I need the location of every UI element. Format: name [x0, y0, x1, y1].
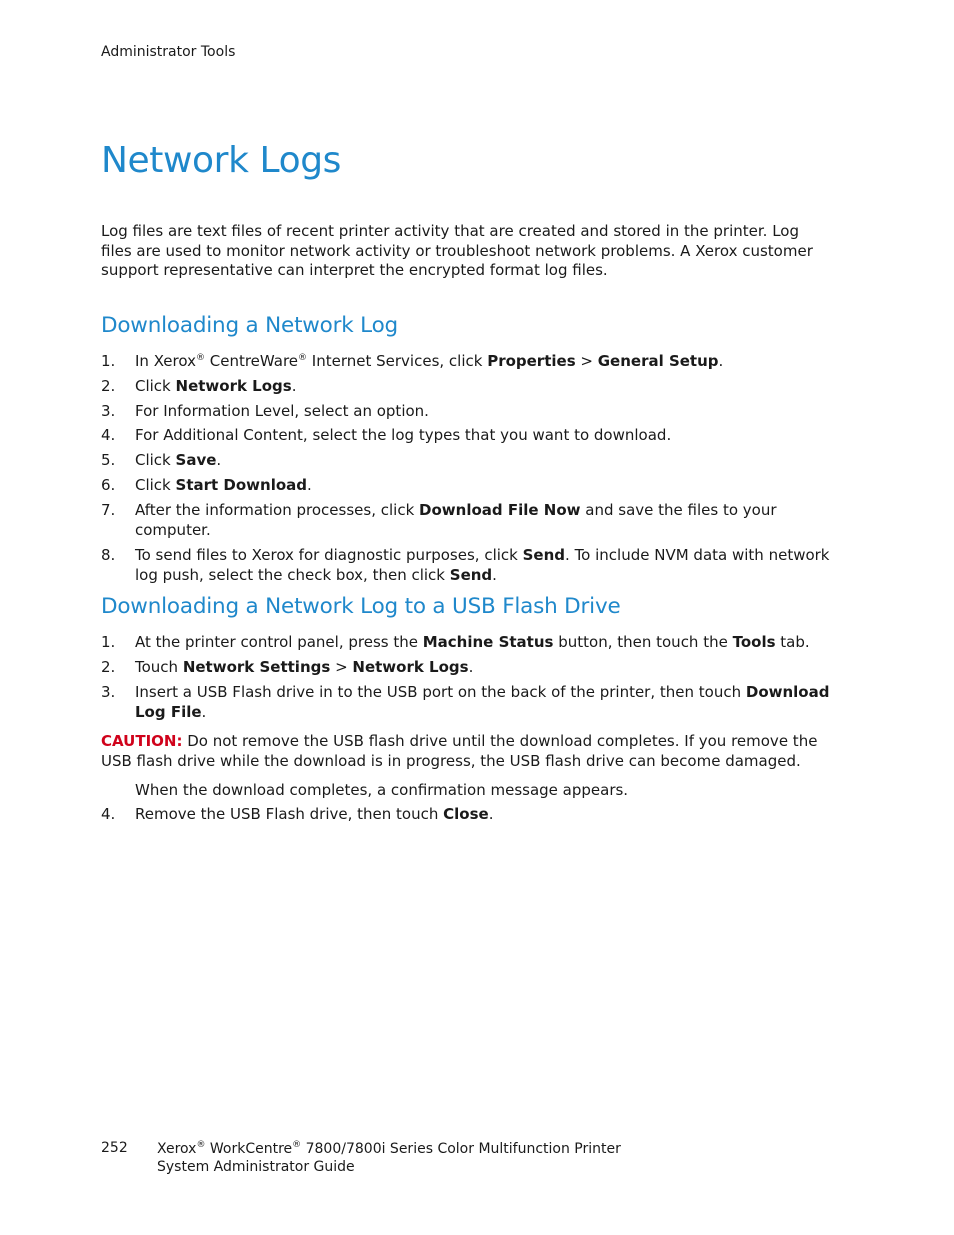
text: In Xerox [135, 352, 196, 370]
ui-term: Send [449, 565, 493, 584]
step-7 [101, 500, 831, 540]
step-number: 5. [101, 451, 116, 470]
section-heading-usb-download: Downloading a Network Log to a USB Flash Drive [101, 594, 621, 619]
text: . [307, 475, 312, 494]
step-number: 2. [101, 658, 116, 676]
step-3 [101, 682, 831, 722]
registered-mark: ® [292, 1140, 302, 1150]
caution-note [101, 732, 831, 771]
text: Touch [135, 658, 183, 676]
step-number: 1. [101, 352, 116, 370]
step-5 [101, 450, 831, 470]
registered-mark: ® [298, 353, 308, 363]
text: . [201, 703, 207, 721]
ui-term: Network Logs [175, 376, 292, 395]
text: . [718, 352, 724, 370]
step-text: For Information Level, select an option. [135, 401, 429, 420]
text: After the information processes, click [135, 500, 420, 519]
step-text [135, 682, 831, 722]
step-text [135, 545, 831, 585]
step-text: For Additional Content, select the log types that you want to download. [135, 426, 672, 445]
step-text [135, 500, 831, 540]
step-3 [101, 401, 831, 421]
text: Click [135, 376, 176, 395]
step-text [135, 632, 831, 652]
text: To send files to Xerox for diagnostic purposes, click [135, 545, 523, 564]
step-8 [101, 545, 831, 585]
text: Click [135, 451, 176, 470]
text: CentreWare [204, 352, 299, 370]
text: Click [135, 475, 176, 494]
step-6 [101, 475, 831, 495]
text: > [575, 352, 598, 370]
confirmation-note: When the download completes, a confirmation message appears. [135, 781, 629, 799]
step-2 [101, 376, 831, 396]
ui-term: Close [443, 805, 489, 823]
text: . [216, 451, 222, 470]
ui-term: Network Logs [352, 658, 469, 676]
ui-term: Network Settings [182, 658, 331, 676]
step-number: 4. [101, 426, 116, 445]
text: 7800/7800i Series Color Multifunction Printer [301, 1141, 621, 1157]
text: Remove the USB Flash drive, then touch [135, 805, 444, 823]
text: . [291, 376, 297, 395]
step-text [135, 475, 831, 495]
caution-label: CAUTION: [101, 732, 183, 750]
step-4 [101, 425, 831, 445]
text: Insert a USB Flash drive in to the USB port on the back of the printer, then touch [135, 683, 746, 701]
ui-term: Download File Now [419, 500, 581, 519]
ui-term: Tools [732, 633, 776, 651]
text: . [492, 565, 497, 584]
text: > [330, 658, 353, 676]
download-log-steps [101, 351, 831, 589]
ui-term: Send [522, 545, 566, 564]
text: WorkCentre [205, 1141, 293, 1157]
section-heading-download-log: Downloading a Network Log [101, 313, 398, 338]
usb-download-steps [101, 632, 831, 727]
step-number: 8. [101, 545, 116, 564]
ui-term: Properties [487, 352, 576, 370]
text: Internet Services, click [307, 352, 488, 370]
usb-download-steps-continued [101, 804, 831, 824]
step-text [135, 804, 831, 824]
ui-term: Save [175, 451, 217, 470]
step-number: 3. [101, 401, 116, 420]
step-text [135, 657, 831, 677]
step-text [135, 351, 831, 371]
text: Xerox [157, 1141, 197, 1157]
footer-product [157, 1140, 621, 1176]
running-header: Administrator Tools [101, 44, 236, 60]
registered-mark: ® [195, 353, 205, 363]
step-4 [101, 804, 831, 824]
step-number: 7. [101, 500, 116, 519]
step-1 [101, 351, 831, 371]
ui-term: Start Download [175, 475, 307, 494]
step-number: 2. [101, 376, 116, 395]
text: and save the files to your computer. [135, 500, 777, 539]
step-text [135, 376, 831, 396]
footer-line-1 [157, 1140, 621, 1158]
step-number: 6. [101, 475, 116, 494]
step-number: 3. [101, 683, 116, 701]
text: . [468, 658, 474, 676]
text: button, then touch the [553, 633, 733, 651]
text: At the printer control panel, press the [135, 633, 423, 651]
page-number: 252 [101, 1140, 128, 1156]
ui-term: General Setup [597, 352, 719, 370]
ui-term: Machine Status [422, 633, 554, 651]
text: tab. [775, 633, 810, 651]
step-number: 4. [101, 805, 116, 823]
registered-mark: ® [196, 1140, 206, 1150]
caution-text: Do not remove the USB flash drive until the download completes. If you remove the USB flash drive while the download is in progress, the USB flash drive can become damaged. [101, 732, 818, 770]
page-title: Network Logs [101, 140, 342, 181]
text: . To include NVM data with network log push, select the check box, then click [135, 545, 830, 584]
step-text [135, 450, 831, 470]
text: . [488, 805, 494, 823]
step-2 [101, 657, 831, 677]
intro-paragraph: Log files are text files of recent printer activity that are created and stored in the printer. Log files are used to monitor network activity or troubleshoot network problems. A Xerox customer support representative can interpret the encrypted format log files. [101, 222, 813, 279]
step-1 [101, 632, 831, 652]
ui-term: Download Log File [135, 683, 830, 721]
footer-line-2: System Administrator Guide [157, 1159, 355, 1175]
step-number: 1. [101, 633, 116, 651]
